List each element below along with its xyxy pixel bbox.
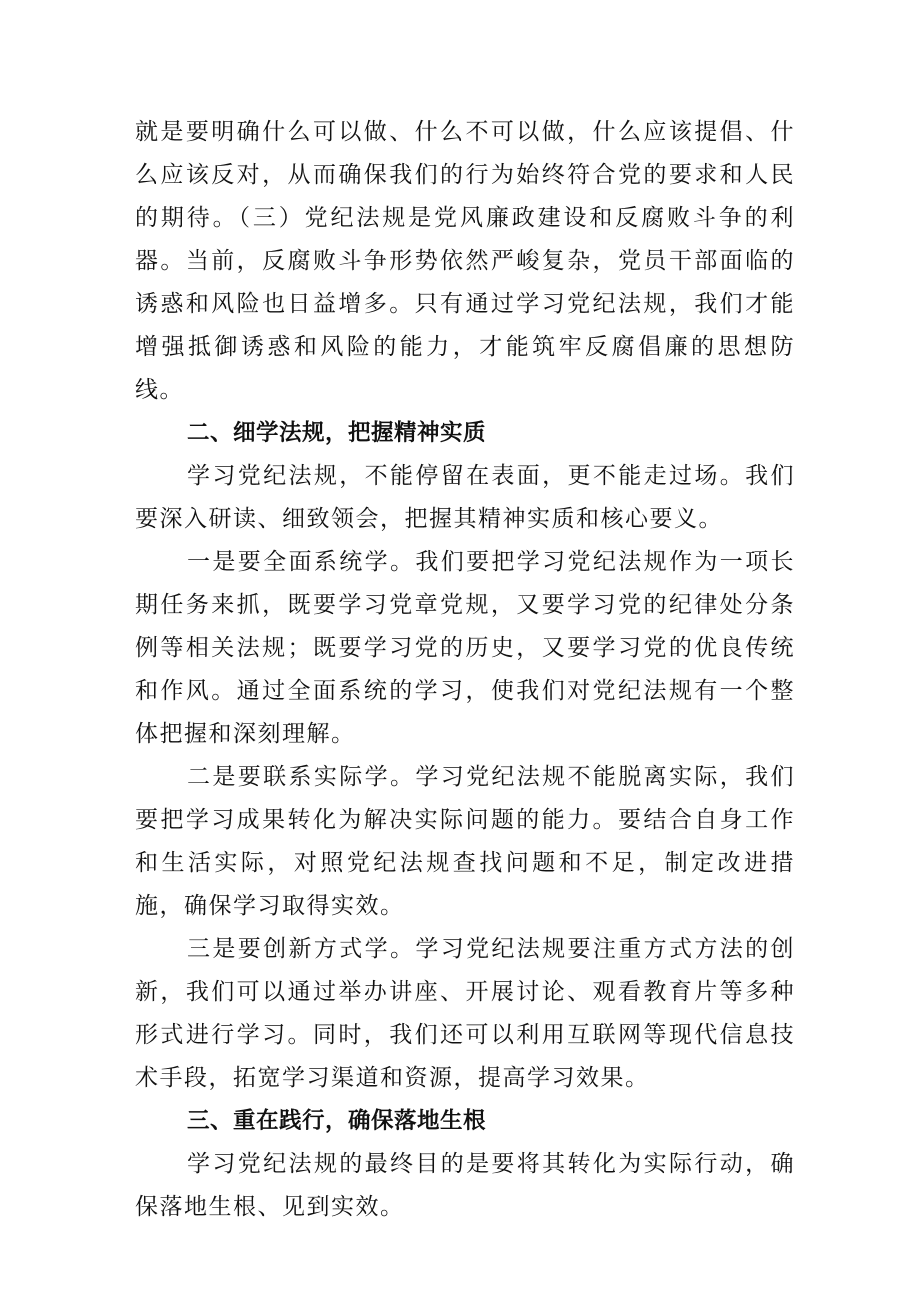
paragraph-point-two: 二是要联系实际学。学习党纪法规不能脱离实际，我们要把学习成果转化为解决实际问题的能力。要结合自身工作和生活实际，对照党纪法规查找问题和不足，制定改进措施，确保学习取得实效。 — [135, 764, 795, 919]
section-heading-three: 三、重在践行，确保落地生根 — [187, 1108, 487, 1134]
paragraph-point-three: 三是要创新方式学。学习党纪法规要注重方式方法的创新，我们可以通过举办讲座、开展讨论、观看教育片等多种形式进行学习。同时，我们还可以利用互联网等现代信息技术手段，拓宽学习渠道和资源，提高学习效果。 — [135, 936, 795, 1091]
section-heading-two: 二、细学法规，把握精神实质 — [187, 420, 487, 446]
paragraph-point-one: 一是要全面系统学。我们要把学习党纪法规作为一项长期任务来抓，既要学习党章党规，又要学习党的纪律处分条例等相关法规；既要学习党的历史，又要学习党的优良传统和作风。通过全面系统的学习，使我们对党纪法规有一个整体把握和深刻理解。 — [135, 549, 795, 747]
paragraph-intro-three: 学习党纪法规的最终目的是要将其转化为实际行动，确保落地生根、见到实效。 — [135, 1151, 795, 1220]
paragraph-continuation: 就是要明确什么可以做、什么不可以做，什么应该提倡、什么应该反对，从而确保我们的行为始终符合党的要求和人民的期待。（三）党纪法规是党风廉政建设和反腐败斗争的利器。当前，反腐败斗争形势依然严峻复杂，党员干部面临的诱惑和风险也日益增多。只有通过学习党纪法规，我们才能增强抵御诱惑和风险的能力，才能筑牢反腐倡廉的思想防线。 — [135, 119, 795, 403]
document-body — [135, 111, 795, 1229]
paragraph-intro-two: 学习党纪法规，不能停留在表面，更不能走过场。我们要深入研读、细致领会，把握其精神实质和核心要义。 — [135, 463, 795, 532]
